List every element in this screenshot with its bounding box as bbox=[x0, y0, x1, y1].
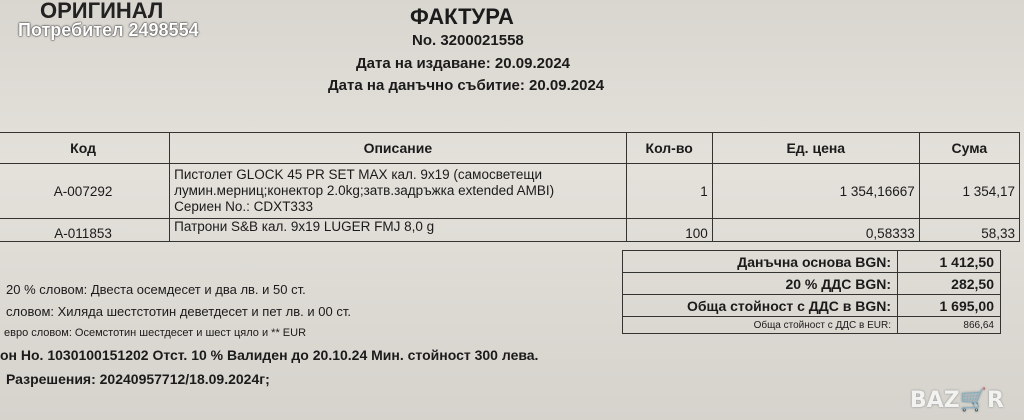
vat-value: 282,50 bbox=[898, 273, 1001, 295]
row-description bbox=[170, 219, 626, 242]
row-code: A-007292 bbox=[0, 164, 170, 219]
bazar-logo-watermark: BAZ🛒R bbox=[909, 388, 1004, 413]
permit-line: Разрешения: 20240957712/18.09.2024г; bbox=[6, 371, 270, 387]
col-description: Описание bbox=[170, 133, 626, 164]
desc-line: Сериен No.: CDXT333 bbox=[174, 199, 313, 214]
eur-in-words: евро словом: Осемстотин шестдесет и шест цяло и ** EUR bbox=[4, 327, 307, 339]
totals-table bbox=[622, 250, 1001, 334]
total-eur-label: Обща стойност с ДДС в EUR: bbox=[623, 317, 898, 334]
desc-line: лумин.мерниц;конектор 2.0kg;затв.задръжка extended AMBI) bbox=[174, 183, 555, 198]
tax-event-date: Дата на данъчно събитие: 20.09.2024 bbox=[328, 77, 605, 94]
issue-date: Дата на издаване: 20.09.2024 bbox=[356, 55, 570, 72]
col-code: Код bbox=[0, 133, 170, 164]
row-code: A-011853 bbox=[0, 219, 170, 242]
row-quantity: 100 bbox=[626, 219, 712, 242]
col-unit-price: Ед. цена bbox=[712, 133, 919, 164]
desc-line: Патрони S&B кал. 9x19 LUGER FMJ 8,0 g bbox=[174, 219, 435, 234]
row-unit-price: 0,58333 bbox=[712, 219, 919, 242]
desc-line: Пистолет GLOCK 45 PR SET MAX кал. 9x19 (самосветещи bbox=[174, 167, 542, 182]
invoice-title: ФАКТУРА bbox=[410, 4, 514, 29]
vat-label: 20 % ДДС BGN: bbox=[623, 273, 898, 295]
totals-row bbox=[623, 273, 1001, 295]
total-bgn-label: Обща стойност с ДДС в BGN: bbox=[623, 295, 898, 317]
table-row bbox=[0, 164, 1020, 219]
table-header-row bbox=[0, 133, 1020, 164]
consumer-id: Потребител 2498554 bbox=[18, 20, 199, 40]
row-description bbox=[170, 164, 626, 219]
totals-row bbox=[623, 295, 1001, 317]
table-row bbox=[0, 219, 1020, 242]
col-quantity: Кол-во bbox=[626, 133, 712, 164]
total-bgn-value: 1 695,00 bbox=[898, 295, 1001, 317]
totals-row bbox=[623, 251, 1001, 273]
vat-in-words: 20 % словом: Двеста осемдесет и два лв. и 50 ст. bbox=[6, 282, 306, 297]
tax-base-value: 1 412,50 bbox=[898, 251, 1001, 273]
row-unit-price: 1 354,16667 bbox=[712, 164, 919, 219]
tax-base-label: Данъчна основа BGN: bbox=[623, 251, 898, 273]
original-label: ОРИГИНАЛ bbox=[40, 0, 164, 23]
total-in-words: словом: Хиляда шестстотин деветдесет и пет лв. и 00 ст. bbox=[6, 304, 351, 319]
total-eur-value: 866,64 bbox=[898, 317, 1001, 334]
invoice-number: No. 3200021558 bbox=[412, 32, 524, 49]
row-sum: 1 354,17 bbox=[919, 164, 1019, 219]
items-table bbox=[0, 132, 1020, 242]
row-quantity: 1 bbox=[626, 164, 712, 219]
row-sum: 58,33 bbox=[919, 219, 1019, 242]
voucher-line: он Но. 1030100151202 Отст. 10 % Валиден до 20.10.24 Мин. стойност 300 лева. bbox=[0, 347, 539, 363]
totals-row bbox=[623, 317, 1001, 334]
col-sum: Сума bbox=[919, 133, 1019, 164]
